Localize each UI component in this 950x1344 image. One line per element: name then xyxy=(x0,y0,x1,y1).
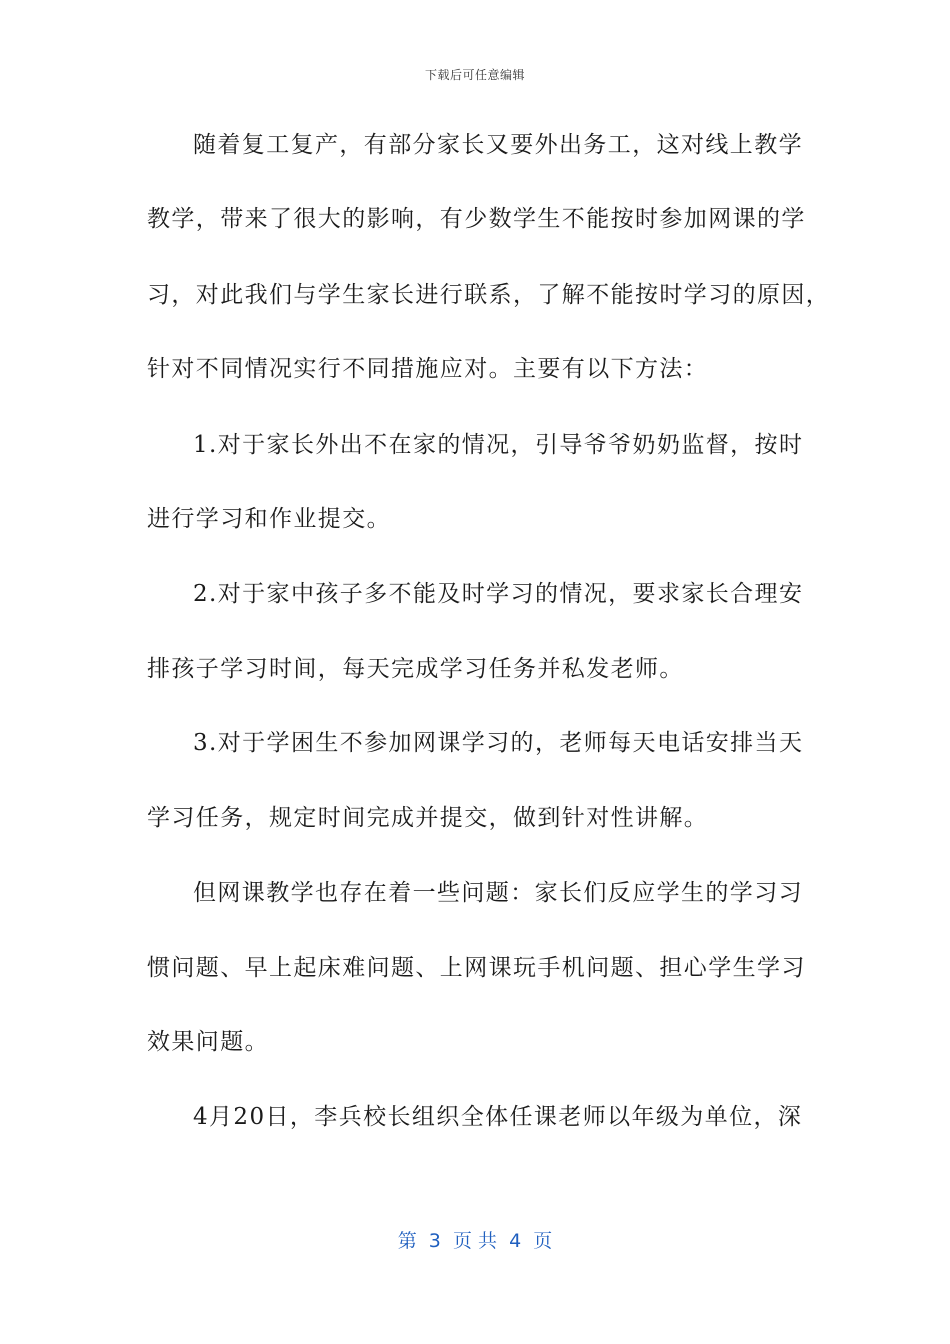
paragraph-line: 1.对于家长外出不在家的情况，引导爷爷奶奶监督，按时 xyxy=(193,432,804,458)
paragraph-line: 针对不同情况实行不同措施应对。主要有以下方法： xyxy=(147,356,709,382)
paragraph-line: 2.对于家中孩子多不能及时学习的情况，要求家长合理安 xyxy=(193,581,804,607)
paragraph-line: 4月20日，李兵校长组织全体任课老师以年级为单位，深 xyxy=(193,1104,803,1130)
paragraph-line: 习，对此我们与学生家长进行联系，了解不能按时学习的原因， xyxy=(147,282,831,308)
paragraph-line: 进行学习和作业提交。 xyxy=(147,506,391,532)
paragraph-line: 惯问题、早上起床难问题、上网课玩手机问题、担心学生学习 xyxy=(147,955,806,981)
paragraph-line: 3.对于学困生不参加网课学习的，老师每天电话安排当天 xyxy=(193,730,804,756)
paragraph-line: 学习任务，规定时间完成并提交，做到针对性讲解。 xyxy=(147,805,709,831)
paragraph-line: 排孩子学习时间，每天完成学习任务并私发老师。 xyxy=(147,656,684,682)
header-note: 下载后可任意编辑 xyxy=(424,68,525,82)
paragraph-line: 教学，带来了很大的影响，有少数学生不能按时参加网课的学 xyxy=(147,206,806,232)
paragraph-line: 效果问题。 xyxy=(147,1029,269,1055)
paragraph-line: 随着复工复产，有部分家长又要外出务工，这对线上教学 xyxy=(193,132,803,158)
page-number-footer: 第 3 页 共 4 页 xyxy=(397,1230,553,1252)
paragraph-line: 但网课教学也存在着一些问题：家长们反应学生的学习习 xyxy=(193,880,803,906)
